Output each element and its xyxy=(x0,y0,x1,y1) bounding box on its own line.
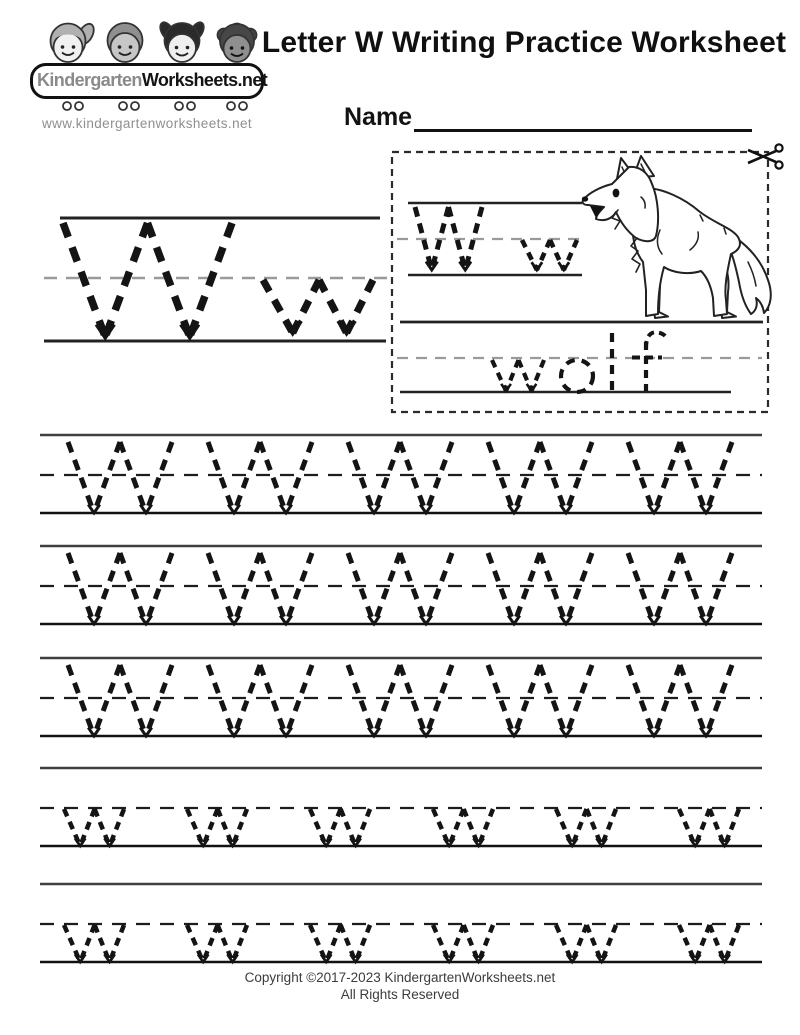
scissors-icon xyxy=(748,144,783,168)
trace-letter-w-word xyxy=(492,360,544,391)
trace-lower-w xyxy=(679,925,739,962)
sample-lower-w-box xyxy=(522,240,577,270)
sample-traced-letters xyxy=(63,207,577,391)
trace-upper-W xyxy=(488,553,592,624)
practice-rows xyxy=(40,435,762,962)
trace-upper-W xyxy=(208,665,312,736)
trace-upper-W xyxy=(488,442,592,513)
name-label: Name xyxy=(344,103,413,131)
trace-upper-W xyxy=(628,665,732,736)
trace-lower-w xyxy=(433,925,493,962)
trace-lower-w xyxy=(64,809,124,846)
trace-upper-W xyxy=(348,665,452,736)
practice-row-upper xyxy=(40,435,762,513)
practice-row-lower xyxy=(40,884,762,962)
trace-lower-w xyxy=(310,925,370,962)
trace-word-olf xyxy=(561,332,667,392)
trace-upper-W xyxy=(348,553,452,624)
trace-upper-W xyxy=(68,553,172,624)
trace-upper-W xyxy=(208,442,312,513)
practice-row-upper xyxy=(40,658,762,736)
logo-brand-gray: Kindergarten xyxy=(37,70,142,90)
trace-lower-w xyxy=(187,809,247,846)
logo-box xyxy=(30,63,268,99)
trace-lower-w xyxy=(556,925,616,962)
trace-lower-w xyxy=(433,809,493,846)
trace-upper-W xyxy=(68,665,172,736)
logo-url: www.kindergartenworksheets.net xyxy=(41,116,253,131)
trace-lower-w xyxy=(64,925,124,962)
trace-upper-W xyxy=(488,665,592,736)
copyright-line: Copyright ©2017-2023 KindergartenWorksheets.net xyxy=(244,970,556,985)
wolf-illustration xyxy=(582,156,771,318)
trace-upper-W xyxy=(348,442,452,513)
practice-row-lower xyxy=(40,768,762,846)
sample-upper-W-large xyxy=(63,223,232,337)
sample-lower-w-large xyxy=(263,280,373,333)
box-sample-guide-lines xyxy=(397,203,582,275)
trace-letter-f xyxy=(632,332,667,391)
practice-row-upper xyxy=(40,546,762,624)
word-guide-lines xyxy=(397,322,763,392)
rights-line: All Rights Reserved xyxy=(340,987,460,1002)
logo-brand-black: Worksheets.net xyxy=(141,70,268,90)
footer xyxy=(0,969,800,1003)
page-title: Letter W Writing Practice Worksheet xyxy=(261,26,787,59)
trace-upper-W xyxy=(628,553,732,624)
trace-upper-W xyxy=(208,553,312,624)
trace-lower-w xyxy=(679,809,739,846)
trace-upper-W xyxy=(628,442,732,513)
trace-lower-w xyxy=(310,809,370,846)
trace-upper-W xyxy=(68,442,172,513)
trace-lower-w xyxy=(556,809,616,846)
trace-letter-o xyxy=(561,360,593,392)
trace-lower-w xyxy=(187,925,247,962)
